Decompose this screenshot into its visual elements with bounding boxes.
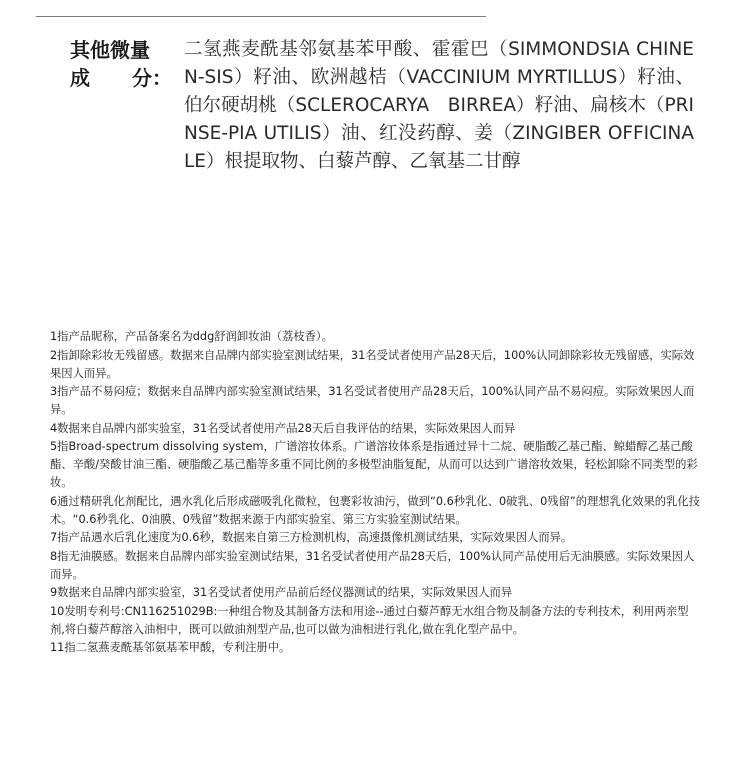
footnotes-section (50, 328, 702, 658)
footnote-11: 11指二氢燕麦酰基邻氨基苯甲酸，专利注册中。 (50, 641, 291, 654)
footnote-6: 6通过精研乳化剂配比，遇水乳化后形成磁吸乳化微粒，包裹彩妆油污，做到“0.6秒乳化、0破乳、0残留”的理想乳化效果的乳化技术。“0.6秒乳化、0油膜、0残留”数据来源于内部实验室、第三方实验室测试结果。 (50, 494, 700, 526)
ingredients-list-text: 二氢燕麦酰基邻氨基苯甲酸、霍霍巴（SIMMONDSIA CHINEN-SIS）籽油、欧洲越桔（VACCINIUM MYRTILLUS）籽油、伯尔硬胡桃（SCLEROCARYA BIRREA）籽油、扁核木（PRINSE-PIA UTILIS）油、红没药醇、姜（ZINGIBER OFFICINALE）根提取物、白藜芦醇、乙氧基二甘醇 (184, 39, 694, 172)
ingredients-label-line1: 其他微量 (70, 38, 150, 62)
footnote-1: 1指产品昵称，产品备案名为ddg舒润卸妆油（荔枝香）。 (50, 330, 333, 343)
footnote-3: 3指产品不易闷痘；数据来自品牌内部实验室测试结果，31名受试者使用产品28天后，100%认同产品不易闷痘。实际效果因人而异。 (50, 385, 695, 416)
footnote-9: 9数据来自品牌内部实验室，31名受试者使用产品前后经仪器测试的结果，实际效果因人而异 (50, 586, 513, 599)
ingredients-label-line2 (70, 64, 172, 92)
footnote-7: 7指产品遇水后乳化速度为0.6秒，数据来自第三方检测机构，高速摄像机测试结果，实际效果因人而异。 (50, 531, 573, 544)
footnote-8: 8指无油膜感。数据来自品牌内部实验室测试结果，31名受试者使用产品28天后，100%认同产品使用后无油膜感。实际效果因人而异。 (50, 549, 695, 581)
ingredients-label (70, 36, 180, 92)
footnote-2: 2指卸除彩妆无残留感。数据来自品牌内部实验室测试结果，31名受试者使用产品28天后，100%认同卸除彩妆无残留感，实际效果因人而异。 (50, 348, 695, 380)
footnote-10: 10发明专利号:CN116251029B:一种组合物及其制备方法和用途--通过白藜芦醇无水组合物及制备方法的专利技术，利用两亲型剂,将白藜芦醇溶入油相中，既可以做油剂型产品,也可以做为油相进行乳化,做在乳化型产品中。 (50, 604, 689, 636)
footnote-4: 4数据来自品牌内部实验室，31名受试者使用产品28天后自我评估的结果，实际效果因人而异 (50, 421, 516, 435)
ingredients-label-line2-left: 成 (70, 66, 90, 90)
top-divider (36, 16, 486, 17)
ingredients-label-line2-right: 分： (132, 66, 172, 90)
footnote-5: 5指Broad-spectrum dissolving system，广谱溶妆体系。广谱溶妆体系是指通过异十二烷、硬脂酸乙基己酯、鲸蜡醇乙基己酸酯、辛酸/癸酸甘油三酯、硬脂酸乙基己酯等多重不同比例的多极型油脂复配，从而可以达到广谱溶妆效果，轻松卸除不同类型的彩妆。 (50, 440, 698, 489)
